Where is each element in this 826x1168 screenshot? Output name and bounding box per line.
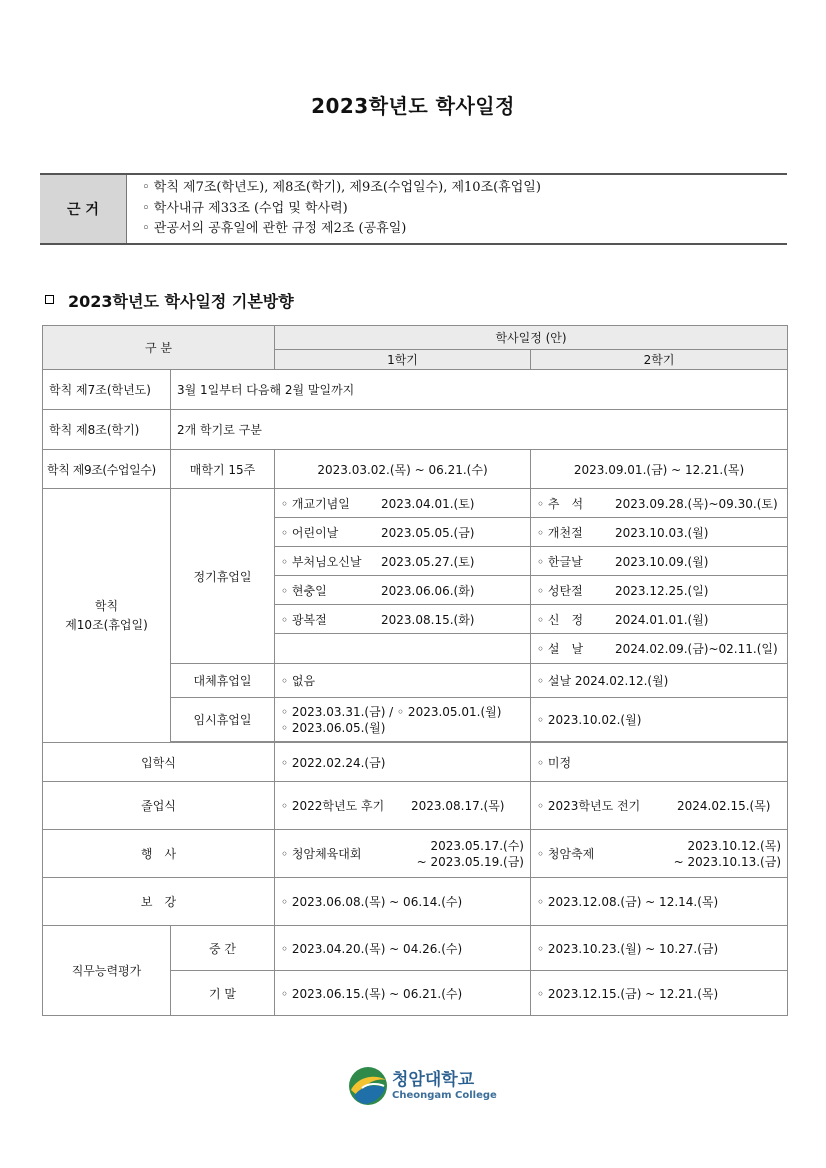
- row-label: 졸업식: [43, 782, 275, 830]
- holiday-cell: ◦ 현충일 2023.06.06.(화): [275, 576, 531, 605]
- basis-box: [40, 173, 787, 245]
- holiday-cell: ◦ 설 날 2024.02.09.(금)~02.11.(일): [531, 634, 788, 664]
- sem1-cell: 2023.03.02.(목) ~ 06.21.(수): [275, 450, 531, 489]
- row-label: 학칙 제10조(휴업일): [43, 489, 171, 743]
- sem1-cell: ◦ 2022학년도 후기 2023.08.17.(목): [275, 782, 531, 830]
- empty-cell: [275, 634, 531, 664]
- row-label: 입학식: [43, 743, 275, 782]
- table-row: [43, 926, 788, 971]
- sem2-cell: ◦ 2023.10.23.(월) ~ 10.27.(금): [531, 926, 788, 971]
- basis-content: [127, 174, 788, 244]
- basis-item: ◦ 관공서의 공휴일에 관한 규정 제2조 (공휴일): [142, 221, 407, 236]
- sem1-cell: ◦ 2023.03.31.(금) / ◦ 2023.05.01.(월) ◦ 2023.06.05.(월): [275, 698, 531, 742]
- college-name-en: Cheongam College: [392, 1089, 497, 1101]
- table-row: [43, 782, 788, 830]
- row-label: 학칙 제8조(학기): [43, 410, 171, 450]
- row-sublabel: 중 간: [171, 926, 275, 971]
- sem1-cell: ◦ 2023.04.20.(목) ~ 04.26.(수): [275, 926, 531, 971]
- row-value: 2개 학기로 구분: [171, 410, 788, 450]
- holiday-cell: ◦ 한글날 2023.10.09.(월): [531, 547, 788, 576]
- row-sublabel: 기 말: [171, 971, 275, 1016]
- header-category: 구 분: [43, 326, 275, 370]
- basis-item: ◦ 학사내규 제33조 (수업 및 학사력): [142, 200, 348, 216]
- row-sublabel: 매학기 15주: [171, 450, 275, 489]
- row-label: 보 강: [43, 878, 275, 926]
- sem1-cell: ◦ 청암체육대회 2023.05.17.(수) ~ 2023.05.19.(금): [275, 830, 531, 878]
- sem2-cell: 2023.09.01.(금) ~ 12.21.(목): [531, 450, 788, 489]
- holiday-cell: ◦ 어린이날 2023.05.05.(금): [275, 518, 531, 547]
- college-name-ko: 청암대학교: [392, 1069, 475, 1090]
- header-schedule: 학사일정 (안): [275, 326, 788, 350]
- college-emblem-icon: [348, 1066, 388, 1106]
- sem2-cell: ◦ 미정: [531, 743, 788, 782]
- sem2-cell: ◦ 청암축제 2023.10.12.(목) ~ 2023.10.13.(금): [531, 830, 788, 878]
- holiday-cell: ◦ 개천절 2023.10.03.(월): [531, 518, 788, 547]
- row-sublabel: 정기휴업일: [171, 489, 275, 664]
- college-logo: [348, 1066, 497, 1106]
- holiday-cell: ◦ 광복절 2023.08.15.(화): [275, 605, 531, 634]
- page-title: 2023학년도 학사일정: [311, 94, 515, 118]
- holiday-cell: ◦ 성탄절 2023.12.25.(일): [531, 576, 788, 605]
- sem2-cell: ◦ 2023학년도 전기 2024.02.15.(목): [531, 782, 788, 830]
- sem1-cell: ◦ 2022.02.24.(금): [275, 743, 531, 782]
- sem2-cell: ◦ 2023.12.15.(금) ~ 12.21.(목): [531, 971, 788, 1016]
- header-sem1: 1학기: [275, 350, 531, 370]
- row-label: 행 사: [43, 830, 275, 878]
- row-sublabel: 임시휴업일: [171, 698, 275, 742]
- table-row: [43, 878, 788, 926]
- table-row: [43, 450, 788, 489]
- basis-item: ◦ 학칙 제7조(학년도), 제8조(학기), 제9조(수업일수), 제10조(휴업일): [142, 180, 541, 195]
- sem1-cell: ◦ 없음: [275, 664, 531, 698]
- row-value: 3월 1일부터 다음해 2월 말일까지: [171, 370, 788, 410]
- sem2-cell: ◦ 2023.10.02.(월): [531, 698, 788, 742]
- holiday-cell: ◦ 개교기념일 2023.04.01.(토): [275, 489, 531, 518]
- holiday-cell: ◦ 추 석 2023.09.28.(목)~09.30.(토): [531, 489, 788, 518]
- header-sem2: 2학기: [531, 350, 788, 370]
- row-sublabel: 대체휴업일: [171, 664, 275, 698]
- table-row: [43, 370, 788, 410]
- basis-label: 근 거: [40, 174, 127, 244]
- sem2-cell: ◦ 설날 2024.02.12.(월): [531, 664, 788, 698]
- table-row: [43, 410, 788, 450]
- row-label: 학칙 제9조(수업일수): [43, 450, 171, 489]
- table-row: [43, 743, 788, 782]
- row-label: 학칙 제7조(학년도): [43, 370, 171, 410]
- row-label: 직무능력평가: [43, 926, 171, 1016]
- table-row: [43, 489, 788, 518]
- table-row: [43, 830, 788, 878]
- sem1-cell: ◦ 2023.06.08.(목) ~ 06.14.(수): [275, 878, 531, 926]
- holiday-cell: ◦ 신 정 2024.01.01.(월): [531, 605, 788, 634]
- sem2-cell: ◦ 2023.12.08.(금) ~ 12.14.(목): [531, 878, 788, 926]
- sem1-cell: ◦ 2023.06.15.(목) ~ 06.21.(수): [275, 971, 531, 1016]
- square-bullet-icon: [45, 295, 54, 304]
- schedule-table: [42, 325, 788, 1016]
- holiday-cell: ◦ 부처님오신날 2023.05.27.(토): [275, 547, 531, 576]
- section-title: 2023학년도 학사일정 기본방향: [45, 289, 294, 312]
